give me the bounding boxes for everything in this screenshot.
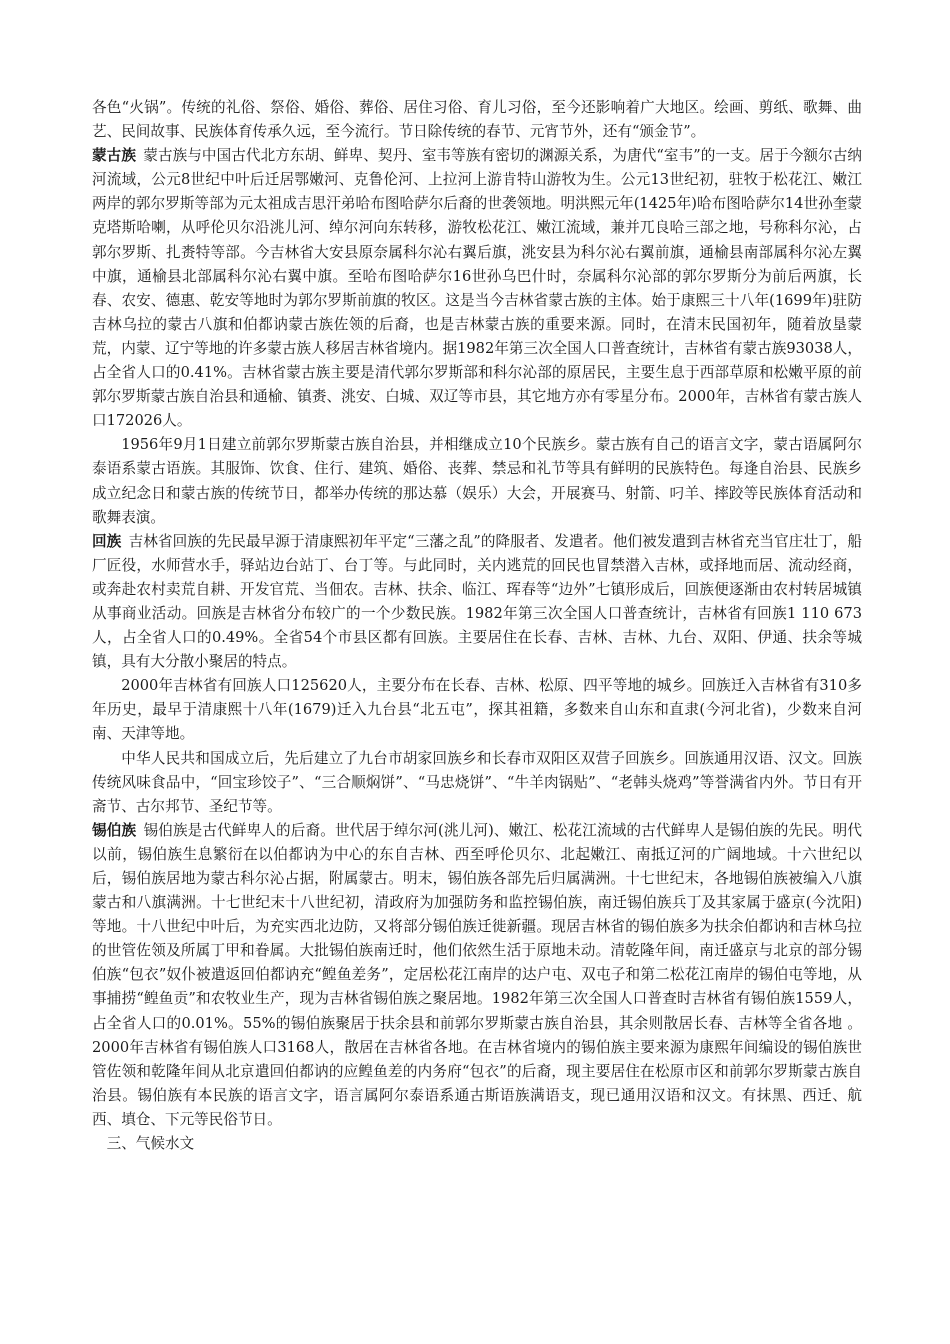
paragraph-text: 蒙古族与中国古代北方东胡、鲜卑、契丹、室韦等族有密切的渊源关系，为唐代“室韦”的一支。居于今额尔古纳河流域，公元8世纪中叶后迁居鄂嫩河、克鲁伦河、上拉河上游肯特山游牧为生。公元13世纪初，驻牧于松花江、嫩江两岸的郭尔罗斯等部为元太祖成吉思汗弟哈布图哈萨尔后裔的世袭领地。明洪熙元年(1425年)哈布图哈萨尔14世孙奎蒙克塔斯哈喇，从呼伦贝尔沿洮儿河、绰尔河向东转移，游牧松花江、嫩江流域，兼并兀良哈三部之地，号称科尔沁，占郭尔罗斯、扎赉特等部。今吉林省大安县原奈属科尔沁右翼后旗，洮安县为科尔沁右翼前旗，通榆县南部属科尔沁左翼中旗，通榆县北部属科尔沁右翼中旗。至哈布图哈萨尔16世孙乌巴什时，奈属科尔沁部的郭尔罗斯分为前后两旗，长春、农安、德惠、乾安等地时为郭尔罗斯前旗的牧区。这是当今吉林省蒙古族的主体。始于康熙三十八年(1699年)驻防吉林乌拉的蒙古八旗和伯都讷蒙古族佐领的后裔，也是吉林蒙古族的重要来源。同时，在清末民国初年，随着放垦蒙荒，内蒙、辽宁等地的许多蒙古族人移居吉林省境内。据1982年第三次全国人口普查统计，吉林省有蒙古族93038人，占全省人口的0.41%。吉林省蒙古族主要是清代郭尔罗斯部和科尔沁部的原居民，主要生息于西部草原和松嫩平原的前郭尔罗斯蒙古族自治县和通榆、镇赉、洮安、白城、双辽等市县，其它地方亦有零星分布。2000年，吉林省有蒙古族人口172026人。 — [92, 147, 862, 430]
paragraph-xibe — [92, 819, 862, 1132]
paragraph-text: 2000年吉林省有回族人口125620人，主要分布在长春、吉林、松原、四平等地的城乡。回族迁入吉林省有310多年历史，最早于清康熙十八年(1679)迁入九台县“北五屯”，探其祖籍，多数来自山东和直隶(今河北省)，少数来自河南、天津等地。 — [92, 677, 862, 743]
paragraph-hui-2000 — [92, 674, 862, 746]
paragraph-mongol-autonomous — [92, 433, 862, 529]
section-heading: 三、气候水文 — [106, 1135, 195, 1153]
paragraph-text: 各色“火锅”。传统的礼俗、祭俗、婚俗、葬俗、居住习俗、育儿习俗，至今还影响着广大地区。绘画、剪纸、歌舞、曲艺、民间故事、民族体育传承久远，至今流行。节日除传统的春节、元宵节外，还有“颁金节”。 — [92, 99, 862, 141]
paragraph-text: 中华人民共和国成立后，先后建立了九台市胡家回族乡和长春市双阳区双营子回族乡。回族通用汉语、汉文。回族传统风味食品中，“回宝珍饺子”、“三合顺焖饼”、“马忠烧饼”、“牛羊肉锅贴”、“老韩头烧鸡”等誉满省内外。节日有开斋节、古尔邦节、圣纪节等。 — [92, 749, 862, 815]
term-mongol: 蒙古族 — [92, 147, 136, 165]
paragraph-text: 吉林省回族的先民最早源于清康熙初年平定“三藩之乱”的降服者、发遣者。他们被发遣到吉林省充当官庄壮丁，船厂匠役，水师营水手，驿站边台站丁、台丁等。与此同时，关内逃荒的回民也冒禁潜入吉林，或择地而居、流动经商，或奔赴农村卖荒自耕、开发官荒、当佃农。吉林、扶余、临江、珲春等“边外”七镇形成后，回族便逐渐由农村转居城镇从事商业活动。回族是吉林省分布较广的一个少数民族。1982年第三次全国人口普查统计，吉林省有回族1 110 673人，占全省人口的0.49%。全省54个市县区都有回族。主要居住在长春、吉林、吉林、九台、双阳、伊通、扶余等城镇，具有大分散小聚居的特点。 — [92, 532, 862, 671]
term-hui: 回族 — [92, 532, 122, 550]
paragraph-text: 1956年9月1日建立前郭尔罗斯蒙古族自治县，并相继成立10个民族乡。蒙古族有自己的语言文字，蒙古语属阿尔泰语系蒙古语族。其服饰、饮食、住行、建筑、婚俗、丧葬、禁忌和礼节等具有鲜明的民族特色。每逢自治县、民族乡成立纪念日和蒙古族的传统节日，都举办传统的那达慕（娱乐）大会，开展赛马、射箭、叼羊、摔跤等民族体育活动和歌舞表演。 — [92, 436, 862, 526]
paragraph-hui — [92, 530, 862, 675]
term-xibe: 锡伯族 — [92, 821, 137, 839]
paragraph-hui-prc — [92, 747, 862, 819]
document-body — [92, 96, 862, 1156]
paragraph-mongol — [92, 144, 862, 433]
paragraph-customs-continued — [92, 96, 862, 144]
paragraph-text: 锡伯族是古代鲜卑人的后裔。世代居于绰尔河(洮儿河)、嫩江、松花江流域的古代鲜卑人是锡伯族的先民。明代以前，锡伯族生息繁衍在以伯都讷为中心的东自吉林、西至呼伦贝尔、北起嫩江、南抵辽河的广阔地域。十六世纪以后，锡伯族居地为蒙古科尔沁占据，附属蒙古。明末，锡伯族各部先后归属满洲。十七世纪末，各地锡伯族被编入八旗蒙古和八旗满洲。十七世纪末十八世纪初，清政府为加强防务和监控锡伯族，南迁锡伯族兵丁及其家属于盛京(今沈阳)等地。十八世纪中叶后，为充实西北边防，又将部分锡伯族迁徙新疆。现居吉林省的锡伯族多为扶余伯都讷和吉林乌拉的世管佐领及所属丁甲和眷属。大批锡伯族南迁时，他们依然生活于原地未动。清乾隆年间，南迁盛京与北京的部分锡伯族“包衣”奴仆被遣返回伯都讷充“鳇鱼差务”，定居松花江南岸的达户屯、双屯子和第二松花江南岸的锡伯屯等地，从事捕捞“鳇鱼贡”和农牧业生产，现为吉林省锡伯族之聚居地。1982年第三次全国人口普查时吉林省有锡伯族1559人，占全省人口的0.01%。55%的锡伯族聚居于扶余县和前郭尔罗斯蒙古族自治县，其余则散居长春、吉林等全省各地 。2000年吉林省有锡伯族人口3168人，散居在吉林省各地。在吉林省境内的锡伯族主要来源为康熙年间编设的锡伯族世管佐领和乾隆年间从北京遣回伯都讷的应鳇鱼差的内务府“包衣”的后裔，现主要居住在松原市区和前郭尔罗斯蒙古族自治县。锡伯族有本民族的语言文字，语言属阿尔泰语系通古斯语族满语支，现已通用汉语和汉文。有抹黑、西迁、航西、填仓、下元等民俗节日。 — [92, 821, 862, 1128]
